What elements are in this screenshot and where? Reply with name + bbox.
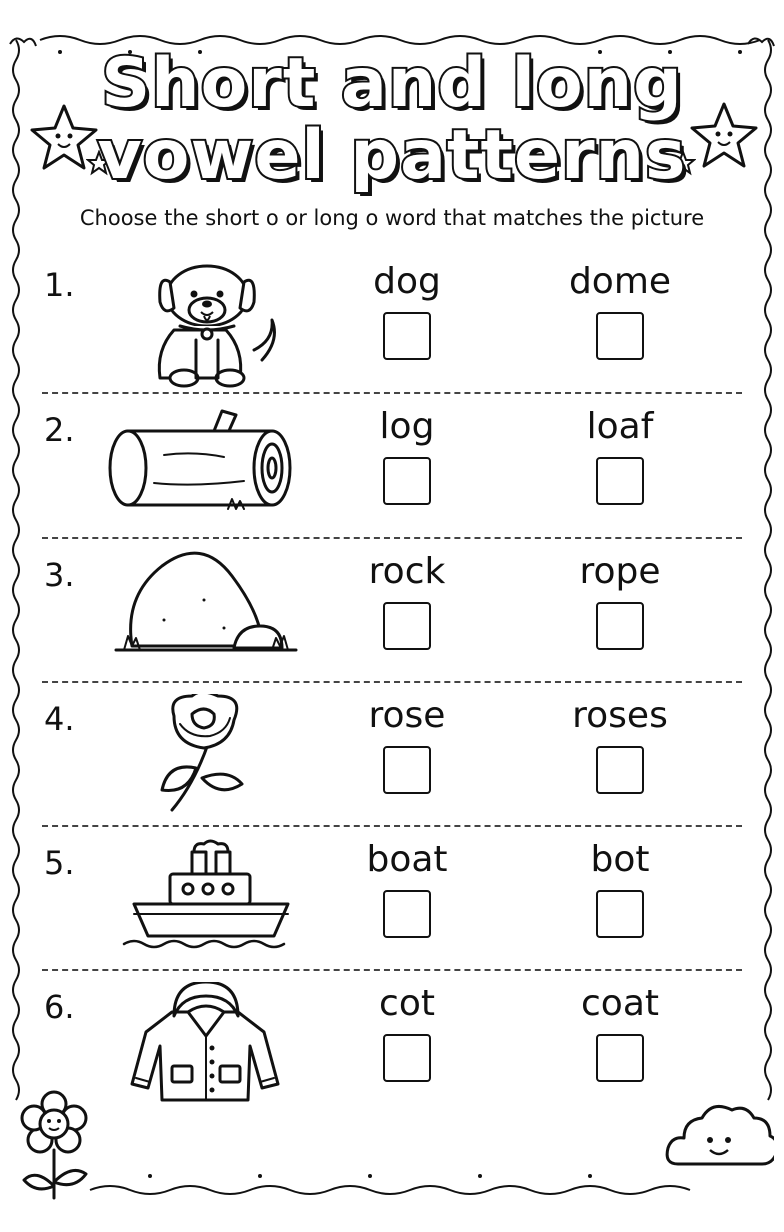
option-a [317, 550, 497, 650]
option-b-word: dome [568, 261, 672, 302]
cloud-icon [664, 1098, 774, 1178]
option-b [530, 550, 710, 650]
option-a-word: dog [373, 261, 441, 302]
option-a-checkbox[interactable] [383, 890, 431, 938]
question-row-6 [22, 982, 762, 1126]
dog-icon [104, 260, 304, 390]
option-b-word: loaf [586, 406, 654, 447]
option-a [317, 405, 497, 505]
option-b-checkbox[interactable] [596, 457, 644, 505]
question-row-3 [22, 550, 762, 694]
option-b-checkbox[interactable] [596, 746, 644, 794]
option-b-word: coat [581, 983, 659, 1024]
option-b-checkbox[interactable] [596, 1034, 644, 1082]
title-line-1: Short and long [101, 44, 683, 123]
option-a [317, 260, 497, 360]
question-number: 1. [44, 266, 75, 304]
option-a-word: boat [366, 839, 448, 880]
coat-icon [104, 982, 304, 1112]
option-a-checkbox[interactable] [383, 457, 431, 505]
question-row-4 [22, 694, 762, 838]
question-number: 6. [44, 988, 75, 1026]
row-divider [42, 681, 742, 683]
row-divider [42, 392, 742, 394]
question-number: 4. [44, 700, 75, 738]
option-b [530, 694, 710, 794]
question-number: 2. [44, 411, 75, 449]
option-a-word: rose [368, 695, 446, 736]
option-b-word: roses [572, 695, 668, 736]
question-row-2 [22, 405, 762, 549]
option-a [317, 694, 497, 794]
option-a-word: cot [379, 983, 435, 1024]
question-row-1 [22, 260, 762, 404]
title-line-2: vowel patterns [97, 116, 687, 195]
row-divider [42, 969, 742, 971]
worksheet-title [0, 44, 784, 195]
boat-icon [104, 838, 304, 968]
question-number: 5. [44, 844, 75, 882]
option-a-checkbox[interactable] [383, 312, 431, 360]
option-b-checkbox[interactable] [596, 602, 644, 650]
option-b [530, 838, 710, 938]
option-a [317, 838, 497, 938]
instructions: Choose the short o or long o word that matches the picture [79, 206, 705, 230]
option-a-word: log [379, 406, 435, 447]
row-divider [42, 825, 742, 827]
option-b [530, 982, 710, 1082]
option-a [317, 982, 497, 1082]
row-divider [42, 537, 742, 539]
option-b-word: rope [579, 551, 661, 592]
flower-icon [12, 1090, 102, 1202]
option-a-checkbox[interactable] [383, 602, 431, 650]
rose-icon [104, 694, 304, 824]
option-b-word: bot [590, 839, 650, 880]
option-b-checkbox[interactable] [596, 890, 644, 938]
question-row-5 [22, 838, 762, 982]
option-b [530, 405, 710, 505]
question-number: 3. [44, 556, 75, 594]
option-b [530, 260, 710, 360]
rock-icon [104, 550, 304, 680]
option-b-checkbox[interactable] [596, 312, 644, 360]
option-a-checkbox[interactable] [383, 1034, 431, 1082]
option-a-checkbox[interactable] [383, 746, 431, 794]
option-a-word: rock [368, 551, 446, 592]
log-icon [104, 405, 304, 535]
